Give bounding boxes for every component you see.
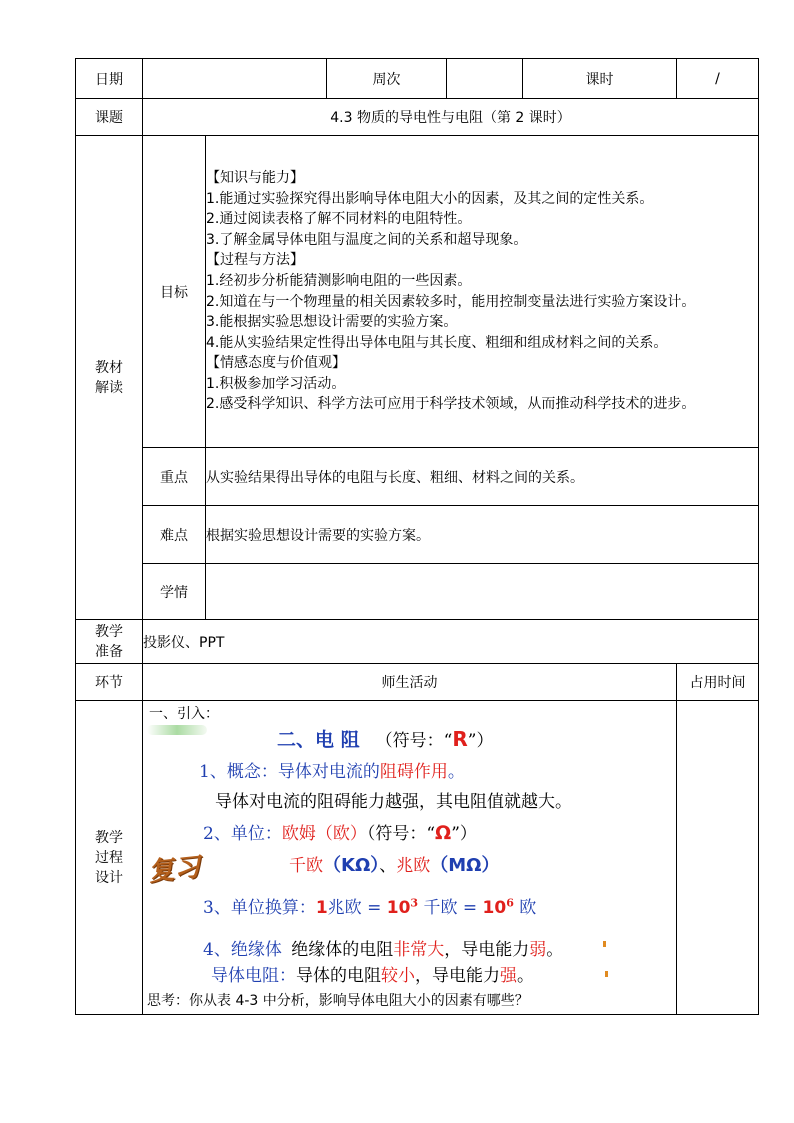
prep-label xyxy=(76,620,143,664)
goal-item: 4.能从实验结果定性得出导体电阻与其长度、粗细和组成材料之间的关系。 xyxy=(206,334,668,351)
cond-end: 。 xyxy=(517,966,534,986)
cond-red2: 强 xyxy=(500,966,517,986)
ppt-slide xyxy=(143,701,676,1011)
prep-value: 投影仪、PPT xyxy=(143,620,759,664)
symbol-r: R xyxy=(452,727,468,751)
unit-symbol-prefix: （符号：“ xyxy=(366,824,436,844)
concept-label: 1、概念： xyxy=(199,762,278,782)
cond-a: 导体的电阻 xyxy=(296,966,381,986)
topic-row xyxy=(76,99,759,136)
analysis-label xyxy=(76,136,143,620)
concept-note: 导体对电流的阻碍能力越强，其电阻值就越大。 xyxy=(215,792,572,812)
header-row xyxy=(76,59,759,99)
period-value: / xyxy=(677,59,759,99)
concept-line xyxy=(199,757,465,782)
goal-item: 3.了解金属导体电阻与温度之间的关系和超导现象。 xyxy=(206,231,528,248)
conv-2: 兆欧 = xyxy=(327,898,387,918)
insulator-line xyxy=(203,935,563,960)
conductor-line xyxy=(211,961,534,986)
cond-label: 导体电阻： xyxy=(211,966,296,986)
insul-end: 。 xyxy=(546,940,564,960)
slide-title-line xyxy=(277,725,493,752)
conv-1: 1 xyxy=(315,898,328,918)
unit2-c: 兆欧 xyxy=(396,856,431,876)
key-value: 从实验结果得出导体的电阻与长度、粗细、材料之间的关系。 xyxy=(206,448,759,506)
insul-red1: 非常大 xyxy=(393,940,445,960)
difficulty-label: 难点 xyxy=(143,506,206,564)
unit-line xyxy=(203,819,477,844)
conv-3-exp: 3 xyxy=(410,896,419,910)
unit-symbol: Ω xyxy=(435,822,452,844)
decor-mark xyxy=(605,971,608,977)
conv-5-exp: 6 xyxy=(506,896,514,910)
week-label: 周次 xyxy=(327,59,447,99)
goal-item: 1.能通过实验探究得出影响导体电阻大小的因素，及其之间的定性关系。 xyxy=(206,190,654,207)
period-label: 课时 xyxy=(523,59,677,99)
symbol-prefix: （符号：“ xyxy=(375,731,453,751)
green-decoration xyxy=(147,725,207,735)
concept-text: 导体对电流的 xyxy=(277,762,380,782)
cond-b: ，导电能力 xyxy=(415,966,500,986)
topic-value: 4.3 物质的导电性与电阻（第 2 课时） xyxy=(143,99,759,136)
time-label: 占用时间 xyxy=(677,664,759,701)
students-value xyxy=(206,564,759,620)
conv-6: 欧 xyxy=(513,898,537,918)
intro-heading: 一、引入： xyxy=(149,706,219,722)
goals-label: 目标 xyxy=(143,136,206,448)
review-stamp: 复习 xyxy=(146,852,202,888)
goals-row xyxy=(76,136,759,448)
insul-a: 绝缘体的电阻 xyxy=(291,940,394,960)
key-row xyxy=(76,448,759,506)
think-question: 思考：你从表 4-3 中分析，影响导体电阻大小的因素有哪些？ xyxy=(147,993,529,1009)
goal-item: 2.通过阅读表格了解不同材料的电阻特性。 xyxy=(206,211,472,228)
slide-title: 二、电 阻 xyxy=(277,729,360,751)
lesson-plan-table xyxy=(75,58,759,1015)
goal-heading-knowledge: 【知识与能力】 xyxy=(206,169,304,186)
week-value xyxy=(447,59,523,99)
date-label: 日期 xyxy=(76,59,143,99)
goals-content xyxy=(206,136,759,448)
concept-red: 阻碍作用 xyxy=(379,762,448,782)
prep-row xyxy=(76,620,759,664)
conv-3: 10 xyxy=(386,898,411,918)
process-time xyxy=(677,701,759,1015)
process-content xyxy=(143,701,677,1015)
unit2-b: （KΩ） xyxy=(323,855,380,876)
prep-label-text: 教学准备 xyxy=(95,623,123,660)
insul-label: 4、绝缘体 xyxy=(203,940,282,960)
goal-heading-process: 【过程与方法】 xyxy=(206,252,304,269)
insul-red2: 弱 xyxy=(529,940,547,960)
unit2-sep: 、 xyxy=(379,856,397,876)
cond-red1: 较小 xyxy=(381,966,415,986)
unit2-line xyxy=(289,851,499,877)
difficulty-value: 根据实验思想设计需要的实验方案。 xyxy=(206,506,759,564)
students-label: 学情 xyxy=(143,564,206,620)
goal-item: 2.感受科学知识、科学方法可应用于科学技术领域，从而推动科学技术的进步。 xyxy=(206,396,696,413)
analysis-label-text: 教材解读 xyxy=(95,359,123,396)
unit-red: 欧姆（欧） xyxy=(281,824,367,844)
unit-label: 2、单位： xyxy=(203,824,282,844)
conv-5: 10 xyxy=(482,898,507,918)
goal-item: 2.知道在与一个物理量的相关因素较多时，能用控制变量法进行实验方案设计。 xyxy=(206,293,696,310)
goal-heading-attitude: 【情感态度与价值观】 xyxy=(206,355,346,372)
process-row xyxy=(76,701,759,1015)
goal-item: 1.积极参加学习活动。 xyxy=(206,375,346,392)
difficulty-row xyxy=(76,506,759,564)
key-label: 重点 xyxy=(143,448,206,506)
concept-end: 。 xyxy=(447,762,465,782)
conversion-line xyxy=(203,893,536,918)
unit2-d: （MΩ） xyxy=(430,855,500,876)
process-label xyxy=(76,701,143,1015)
goal-item: 1.经初步分析能猜测影响电阻的一些因素。 xyxy=(206,272,472,289)
stage-label: 环节 xyxy=(76,664,143,701)
symbol-suffix: ”） xyxy=(467,731,494,751)
students-row xyxy=(76,564,759,620)
process-header-row xyxy=(76,664,759,701)
insul-b: ，导电能力 xyxy=(444,940,530,960)
conv-label: 3、单位换算： xyxy=(203,898,316,918)
activity-label: 师生活动 xyxy=(143,664,677,701)
goal-item: 3.能根据实验思想设计需要的实验方案。 xyxy=(206,314,458,331)
topic-label: 课题 xyxy=(76,99,143,136)
decor-mark xyxy=(603,941,606,947)
unit-symbol-suffix: ”） xyxy=(451,824,477,844)
unit2-a: 千欧 xyxy=(289,856,323,876)
conv-4: 千欧 = xyxy=(418,898,483,918)
process-label-text: 教学过程设计 xyxy=(95,829,123,886)
date-value xyxy=(143,59,327,99)
